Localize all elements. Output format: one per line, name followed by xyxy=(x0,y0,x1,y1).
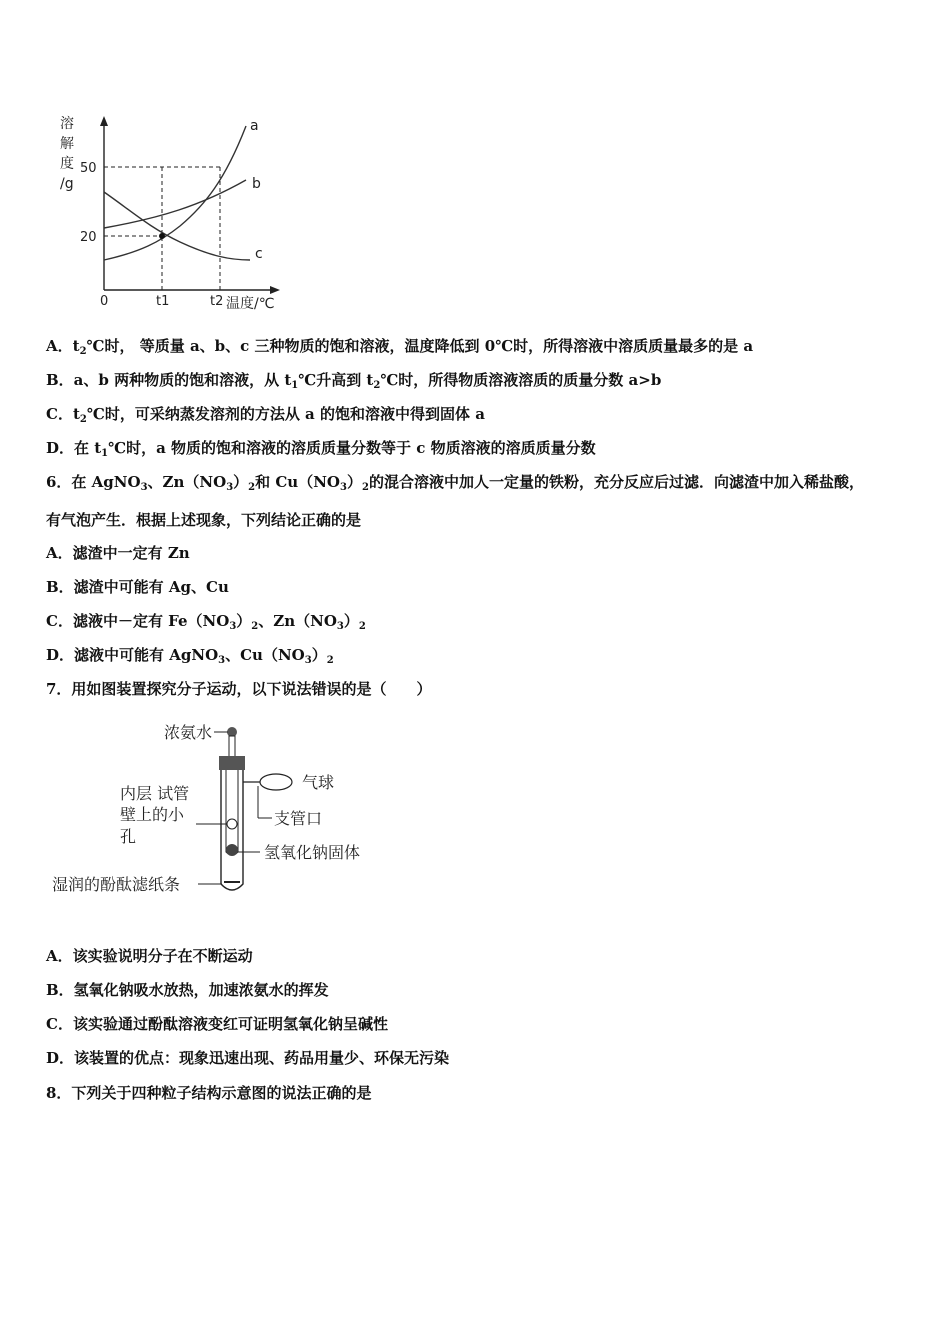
curve-c xyxy=(104,192,250,260)
q6-option-d: D．滤液中可能有 AgNO$_3$、$Cu(NO_3)_2$ xyxy=(46,646,334,666)
q5-option-a: A．$t_2℃$时， 等质量 a、b、c 三种物质的饱和溶液，温度降低到 0℃时，所得溶液中溶质质量最多的是 a xyxy=(46,337,754,357)
q7-option-d: D．该装置的优点：现象迅速出现、药品用量少、环保无污染 xyxy=(46,1049,450,1067)
label-balloon: 气球 xyxy=(302,773,335,792)
x-axis-label: 温度/℃ xyxy=(226,296,275,312)
stopper xyxy=(219,756,245,770)
label-paper: 湿润的酚酞滤纸条 xyxy=(52,875,181,894)
x-tick-t1: t1 xyxy=(156,294,170,309)
intersection-point xyxy=(159,233,165,239)
x-axis-arrow xyxy=(270,286,280,294)
series-label-c: c xyxy=(255,246,263,262)
x-tick-t2: t2 xyxy=(210,294,224,309)
q6-stem-line2: 有气泡产生．根据上述现象，下列结论正确的是 xyxy=(46,511,362,529)
q6-option-c: C．滤液中－定有 $Fe(NO_3)_2$、$Zn(NO_3)_2$ xyxy=(46,612,366,632)
label-hole-3: 孔 xyxy=(120,827,137,846)
series-label-a: a xyxy=(250,118,259,134)
label-naoh: 氢氧化钠固体 xyxy=(264,843,361,862)
outer-tube xyxy=(221,770,243,890)
q5-option-c: C．$t_2℃$时，可采纳蒸发溶剂的方法从 a 的饱和溶液中得到固体 a xyxy=(46,405,485,425)
apparatus-figure xyxy=(46,716,386,902)
y-tick-50: 50 xyxy=(80,161,97,176)
q5-option-d: D．在 $t_1℃$时，a 物质的饱和溶液的溶质质量分数等于 c 物质溶液的溶质质量分数 xyxy=(46,439,596,459)
dropper-stem xyxy=(229,736,235,758)
q5-option-b: B．a、b 两种物质的饱和溶液，从 $t_1℃$升高到 $t_2℃$时，所得物质溶液溶质的质量分数 a>b xyxy=(46,371,662,391)
y-tick-20: 20 xyxy=(80,230,97,245)
inner-tube xyxy=(226,770,238,855)
solubility-chart xyxy=(50,110,300,320)
y-axis-label: 溶 解 度 /g xyxy=(60,116,74,192)
label-ammonia: 浓氨水 xyxy=(164,723,213,742)
q7-option-a: A．该实验说明分子在不断运动 xyxy=(46,947,253,965)
series-label-b: b xyxy=(252,176,261,192)
label-hole-1: 内层 试管 xyxy=(120,784,190,803)
naoh-solid xyxy=(226,844,238,856)
q7-option-c: C．该实验通过酚酞溶液变红可证明氢氧化钠呈碱性 xyxy=(46,1015,388,1033)
balloon xyxy=(260,774,292,790)
q7-stem: 7．用如图装置探究分子运动，以下说法错误的是（ ） xyxy=(46,680,432,698)
label-branch: 支管口 xyxy=(274,809,323,828)
y-axis-arrow xyxy=(100,116,108,126)
q6-option-b: B．滤渣中可能有 Ag、Cu xyxy=(46,578,229,596)
curve-b xyxy=(104,180,246,228)
q7-option-b: B．氢氧化钠吸水放热，加速浓氨水的挥发 xyxy=(46,981,329,999)
q6-stem-line1: 6．在 AgNO$_3$、$Zn(NO_3)_2$和 $Cu(NO_3)_2$的混合溶液中加人一定量的铁粉，充分反应后过滤．向滤渣中加入稀盐酸， xyxy=(46,473,864,493)
q6-option-a: A．滤渣中一定有 Zn xyxy=(46,544,190,562)
small-hole xyxy=(227,819,237,829)
origin-label: 0 xyxy=(100,294,109,309)
q8-stem: 8．下列关于四种粒子结构示意图的说法正确的是 xyxy=(46,1084,372,1102)
label-hole-2: 壁上的小 xyxy=(120,805,185,824)
